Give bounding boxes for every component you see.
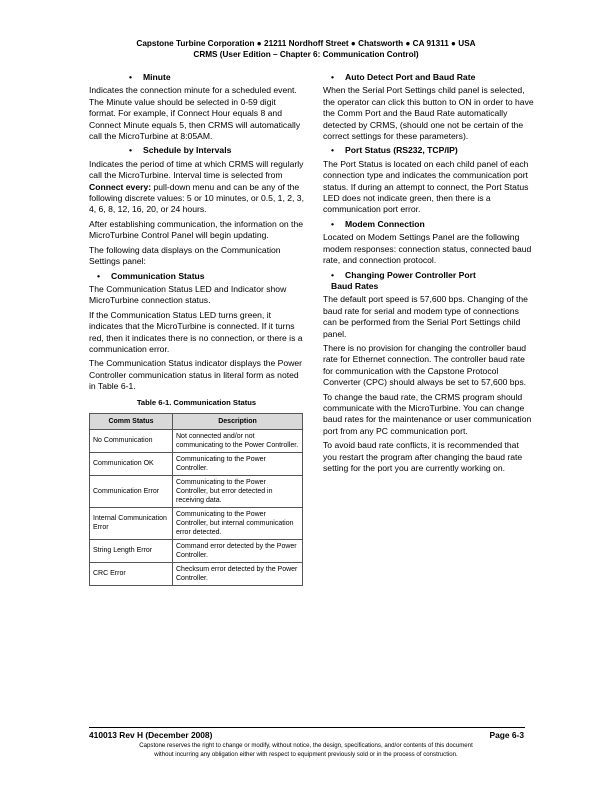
table-cell-description: Not connected and/or not communicating to the Power Controller. [173,429,303,452]
following-data-text: The following data displays on the Communication Settings panel: [89,244,281,267]
baud-text-4: To avoid baud rate conflicts, it is recommended that you restart the program after changing the baud rate setting for the port you are currently working on. [323,440,523,473]
header-chapter-line: CRMS (User Edition – Chapter 6: Communication Control) [193,50,419,59]
modem-text: Located on Modem Settings Panel are the following modem responses: connection status, connected baud rate, and connection protocol. [323,232,532,266]
baud-rate-heading: • Changing Power Controller Port Baud Rates [331,269,476,291]
table-cell-status: Internal Communication Error [90,507,173,539]
left-column [89,72,304,586]
footer-page-number: Page 6-3 [489,730,524,740]
header-company-line: Capstone Turbine Corporation ● 21211 Nordhoff Street ● Chatsworth ● CA 91311 ● USA [136,39,476,48]
comm-status-heading: • Communication Status [97,270,205,281]
table-cell-status: No Communication [90,429,173,452]
table-row [90,475,303,507]
page-header [0,38,612,60]
port-status-text: The Port Status is located on each child panel of each connection type and indicates the communication port status. If during an attempt to connect, the Port Status LED does not indicate green, then there is a communication port error. [323,158,529,215]
table-cell-description: Communicating to the Power Controller, but internal communication error detected. [173,507,303,539]
bullet-icon: • [331,218,335,229]
footer-disclaimer [0,742,612,759]
schedule-text: Indicates the period of time at which CRMS will regularly call the MicroTurbine. Interval time is selected from Connect every: pull-down menu and can be any of the following discrete values: 5 or 10 minutes, or 0.5, 1, 2, 3, 4, 6, 8, 12, 16, 20, or 24 hours. [89,158,304,215]
table-header-description: Description [173,413,303,429]
disclaimer-line-2: without incurring any obligation either with respect to equipment previously sold or in the process of construction. [154,750,458,758]
comm-status-text-2: If the Communication Status LED turns green, it indicates that the MicroTurbine is connected. If it turns red, then it indicates there is no connection, or there is a communication error. [89,309,303,354]
minute-text: Indicates the connection minute for a scheduled event. The Minute value should be selected in 0-59 digit format. For example, if Connect Hour equals 8 and Connect Minute equals 5, then CRMS will automatically call the MicroTurbine at 8:05AM. [89,85,301,142]
table-cell-description: Communicating to the Power Controller. [173,452,303,475]
table-cell-description: Communicating to the Power Controller, but error detected in receiving data. [173,475,303,507]
table-caption: Table 6-1. Communication Status [136,397,257,407]
comm-status-text-3: The Communication Status indicator displays the Power Controller communication status in literal form as noted in Table 6-1. [89,358,303,392]
schedule-heading: • Schedule by Intervals [129,145,232,156]
comm-status-text-1: The Communication Status LED and Indicator show MicroTurbine connection status. [89,283,287,306]
bullet-icon: • [331,269,335,280]
table-cell-status: String Length Error [90,539,173,562]
table-row [90,507,303,539]
port-status-heading: • Port Status (RS232, TCP/IP) [331,145,458,156]
footer-doc-number: 410013 Rev H (December 2008) [89,730,213,740]
baud-text-1: The default port speed is 57,600 bps. Changing of the baud rate for serial and modem type of connections can be performed from the Serial Port Settings child panel. [323,294,528,339]
table-cell-status: Communication Error [90,475,173,507]
table-cell-description: Checksum error detected by the Power Controller. [173,562,303,585]
table-row [90,562,303,585]
disclaimer-line-1: Capstone reserves the right to change or modify, without notice, the design, specifications, and/or contents of this document [139,742,473,749]
table-cell-description: Command error detected by the Power Controller. [173,539,303,562]
bullet-icon: • [129,145,133,156]
right-column [323,72,535,477]
baud-text-3: To change the baud rate, the CRMS program should communicate with the MicroTurbine. You can change baud rates for the maintenance or user communication port from any PC communication port. [323,391,532,436]
minute-heading: • Minute [129,72,171,82]
comm-status-table [89,413,303,586]
footer-divider [89,727,525,728]
auto-detect-text: When the Serial Port Settings child panel is selected, the operator can click this button to ON in order to have the Comm Port and the Baud Rate automatically detected by CRMS, (should one not be certain of the correct settings for these parameters). [323,85,534,142]
bullet-icon: • [331,72,335,82]
table-row [90,429,303,452]
auto-detect-heading: • Auto Detect Port and Baud Rate [331,72,476,82]
table-cell-status: CRC Error [90,562,173,585]
table-row [90,539,303,562]
modem-heading: • Modem Connection [331,218,425,229]
bullet-icon: • [129,72,133,82]
table-row [90,452,303,475]
bullet-icon: • [331,145,335,156]
table-cell-status: Communication OK [90,452,173,475]
table-header-comm-status: Comm Status [90,413,173,429]
bullet-icon: • [97,270,101,281]
baud-text-2: There is no provision for changing the controller baud rate for Ethernet connection. The controller baud rate for communication with the Capstone Protocol Converter (CPC) should always be set to 57,600 bps. [323,342,527,388]
after-establishing-text: After establishing communication, the information on the MicroTurbine Control Panel will begin updating. [89,218,304,241]
